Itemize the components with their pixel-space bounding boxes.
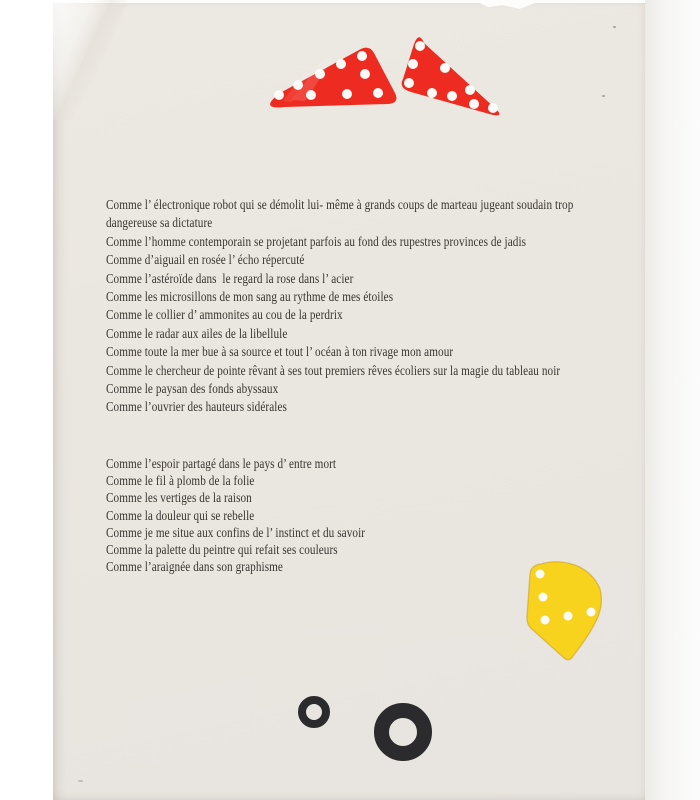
plate-hole (274, 90, 284, 100)
rubber-ring-small (302, 700, 326, 724)
plate-hole (408, 59, 418, 69)
plate-hole (373, 88, 383, 98)
poem-line: Comme le radar aux ailes de la libellule (106, 326, 288, 342)
red-triangular-plate-left (270, 48, 396, 108)
poem-line: Comme les microsillons de mon sang au rythme de mes étoiles (106, 290, 394, 306)
plate-hole (360, 69, 370, 79)
poem-line: Comme l’ouvrier des hauteurs sidérales (106, 400, 287, 416)
plate-hole (404, 78, 414, 88)
poem-line: Comme l’astéroïde dans le regard la rose dans l’ acier (106, 271, 354, 287)
poem-line: Comme l’araignée dans son graphisme (106, 560, 283, 576)
plate-hole (469, 99, 479, 109)
poem-line: Comme le fil à plomb de la folie (106, 474, 255, 490)
poem-stanza-1 (106, 197, 573, 418)
poem-line: Comme l’ électronique robot qui se démolit lui- même à grands coups de marteau jugeant soudain trop (106, 198, 574, 213)
red-triangular-plate-right (402, 37, 500, 115)
plate-hole (440, 63, 450, 73)
poem-line: Comme le paysan des fonds abyssaux (106, 382, 279, 398)
plate-hole (293, 80, 303, 90)
plate-hole (357, 51, 367, 61)
plate-hole (539, 593, 548, 602)
plate-hole (306, 90, 316, 100)
plate-hole (427, 88, 437, 98)
plate-hole (536, 570, 545, 579)
poem-line: Comme la palette du peintre qui refait ses couleurs (106, 543, 338, 559)
rubber-ring-large (382, 711, 425, 754)
poem-line: Comme toute la mer bue à sa source et tout l’ océan à ton rivage mon amour (106, 345, 454, 361)
plate-hole (415, 41, 425, 51)
plate-hole (541, 616, 550, 625)
poem-line: Comme les vertiges de la raison (106, 491, 252, 507)
poem-line: dangereuse sa dictature (106, 216, 213, 232)
plate-hole (564, 612, 573, 621)
plate-hole (488, 103, 498, 113)
plate-hole (342, 89, 352, 99)
poem-stanza-2 (106, 456, 365, 576)
poem-line: Comme l’homme contemporain se projetant parfois au fond des rupestres provinces de jadis (106, 234, 527, 250)
poem-line: Comme le chercheur de pointe rêvant à ses tout premiers rêves écoliers sur la magie du tableau noir (106, 363, 561, 379)
plate-hole (447, 91, 457, 101)
poem-line: Comme je me situe aux confins de l’ instinct et du savoir (106, 525, 366, 541)
plate-hole (315, 69, 325, 79)
poem-line: Comme la douleur qui se rebelle (106, 508, 255, 524)
plate-hole (465, 85, 475, 95)
poem-line: Comme d’aiguail en rosée l’ écho répercuté (106, 253, 305, 269)
plate-hole (587, 608, 596, 617)
plate-hole (336, 59, 346, 69)
yellow-curved-plate (527, 562, 602, 660)
poem-line: Comme l’espoir partagé dans le pays d’ entre mort (106, 457, 337, 472)
poem-line: Comme le collier d’ ammonites au cou de la perdrix (106, 308, 343, 324)
